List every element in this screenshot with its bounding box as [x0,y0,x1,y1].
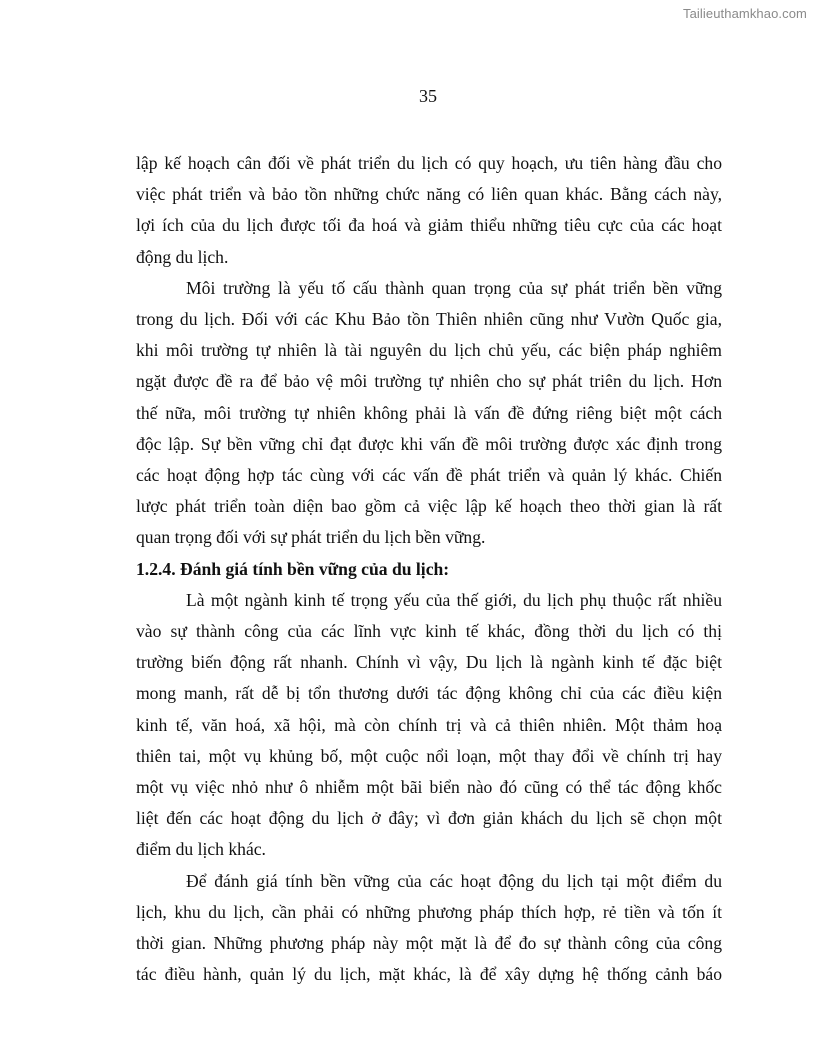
paragraph-2 [136,273,722,554]
document-body [136,148,722,990]
text-line: lược phát triển toàn diện bao gồm cả việc lập kế hoạch theo thời gian là rất [136,496,722,517]
text-line: lợi ích của du lịch được tối đa hoá và giảm thiểu những tiêu cực của các hoạt [136,215,722,236]
text-line: lịch, khu du lịch, cần phải có những phương pháp thích hợp, rẻ tiền và tốn ít [136,901,722,922]
text-line: lập kế hoạch cân đối về phát triển du lịch có quy hoạch, ưu tiên hàng đầu cho [136,153,722,173]
text-line: điểm du lịch khác. [136,839,266,860]
text-line: khi môi trường tự nhiên là tài nguyên du lịch chủ yếu, các biện pháp nghiêm [136,340,722,361]
watermark: Tailieuthamkhao.com [682,6,807,21]
text-line: thế nữa, môi trường tự nhiên không phải là vấn đề đứng riêng biệt một cách [136,402,722,423]
text-line: độc lập. Sự bền vững chỉ đạt được khi vấn đề môi trường được xác định trong [136,433,722,454]
text-line: thời gian. Những phương pháp này một mặt là để đo sự thành công của công [136,933,722,954]
text-line: ngặt được đề ra để bảo vệ môi trường tự nhiên cho sự phát triên du lịch. Hơn [136,371,722,392]
section-heading: 1.2.4. Đánh giá tính bền vững của du lịch: [136,558,450,579]
text-line: việc phát triển và bảo tồn những chức năng có liên quan khác. Bằng cách này, [136,184,722,205]
text-line: động du lịch. [136,246,229,267]
text-line: trường biến động rất nhanh. Chính vì vậy, Du lịch là ngành kinh tế đặc biệt [136,652,722,673]
text-line: Để đánh giá tính bền vững của các hoạt động du lịch tại một điểm du [186,870,722,891]
text-line: tác điều hành, quản lý du lịch, mặt khác, là để xây dựng hệ thống cảnh báo [136,964,722,985]
text-line: thiên tai, một vụ khủng bố, một cuộc nổi loạn, một thay đổi về chính trị hay [136,745,722,766]
text-line: các hoạt động hợp tác cùng với các vấn đề phát triển và quản lý khác. Chiến [136,465,722,486]
text-line: mong manh, rất dễ bị tổn thương dưới tác động không chỉ của các điều kiện [136,683,722,704]
text-line: Là một ngành kinh tế trọng yếu của thế giới, du lịch phụ thuộc rất nhiều [186,589,722,610]
text-line: Môi trường là yếu tố cấu thành quan trọng của sự phát triển bền vững [186,277,722,298]
page-number: 35 [419,86,437,106]
text-line: quan trọng đối với sự phát triển du lịch bền vững. [136,527,486,548]
text-line: kinh tế, văn hoá, xã hội, mà còn chính trị và cả thiên nhiên. Một thảm hoạ [136,714,722,735]
text-line: một vụ việc nhỏ như ô nhiễm một bãi biển nào đó cũng có thể tác động khốc [136,777,722,798]
paragraph-1 [136,148,722,273]
text-line: vào sự thành công của các lĩnh vực kinh tế khác, đồng thời du lịch có thị [136,621,722,642]
paragraph-3 [136,585,722,866]
text-line: trong du lịch. Đối với các Khu Bảo tồn Thiên nhiên cũng như Vườn Quốc gia, [136,309,722,330]
text-line: liệt đến các hoạt động du lịch ở đây; vì đơn giản khách du lịch sẽ chọn một [136,808,722,829]
paragraph-4 [136,866,722,991]
